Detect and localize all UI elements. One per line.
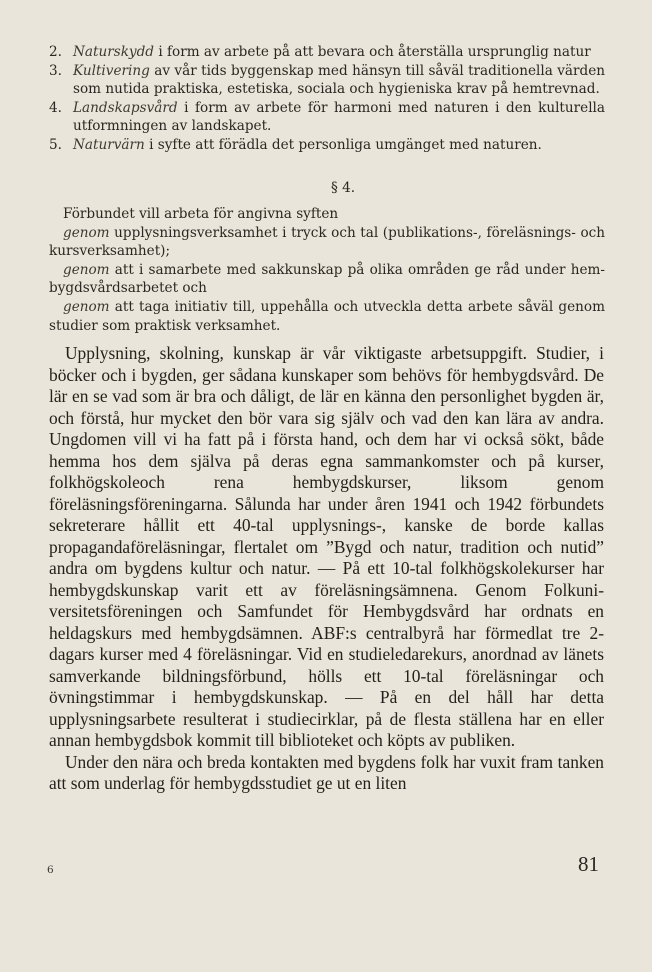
purpose-block [49,205,605,335]
list-item [49,99,605,136]
purpose-item [49,224,605,261]
purpose-term: genom [63,224,110,241]
list-number: 3. [49,62,62,79]
section-heading: § 4. [330,180,356,196]
list-term: Naturskydd [73,44,155,60]
numbered-list [49,43,605,154]
purpose-term: genom [63,261,110,278]
list-item [49,43,605,61]
purpose-item [49,298,605,335]
purpose-item [49,261,605,298]
list-term: Naturvärn [73,136,145,153]
list-number: 4. [49,99,62,116]
list-text: i form av arbete på att bevara och återställa ursprunglig natur [154,44,591,60]
signature-mark: 6 [47,864,54,876]
list-term: Kultivering [73,62,150,79]
purpose-text: att i samarbete med sakkunskap på olika områden ge råd under hembygdsvårdsarbetet och [49,261,605,297]
list-term: Landskapsvård [73,99,178,116]
list-number: 5. [49,136,62,153]
purpose-intro: Förbundet vill arbeta för angivna syften [63,206,339,222]
body-text [49,343,604,795]
page-number: 81 [578,852,599,876]
purpose-term: genom [63,298,110,315]
list-item [49,62,605,99]
list-number: 2. [49,44,62,60]
list-text: i form av arbete för harmoni med naturen i den kulturella utformningen av landskapet. [73,99,605,135]
list-text: av vår tids byggenskap med hänsyn till såväl traditionella värden som nutida praktiska, estetiska, sociala och hygieniska krav på hemtrevnad. [73,62,605,98]
list-item [49,136,605,154]
purpose-text: upplysningsverksamhet i tryck och tal (publikations-, föreläsnings- och kursverksamhet); [49,224,605,260]
body-paragraph: Under den nära och breda kontakten med bygdens folk har vuxit fram tanken att som underlag för hembygdsstudiet ge ut en liten [49,751,604,793]
list-text: i syfte att förädla det personliga umgänget med naturen. [144,136,542,153]
purpose-text: att taga initiativ till, uppehålla och utveckla detta arbete såväl genom studier som praktisk verksamhet. [49,298,605,334]
body-paragraph: Upplysning, skolning, kunskap är vår viktigaste arbetsuppgift. Studier, i böcker och i bygden, ger sådana kunskaper som behövs för hembygdsvård. De lär en se vad som är bra och dåligt, de lär en känna den personlighet bygden är, och förstå, hur mycket den bör vara sig själv och vad den kan lära av andra. Ungdomen vill vi ha fatt på i första hand, och dem har vi också sökt, både hemma hos dem själva på deras egna sammankomster och på kurser, folkhögskoleoch rena hembygdskurser, liksom genom föreläsningsföreningarna. Sålunda har under åren 1941 och 1942 förbundets sekreterare hållit ett 40-tal upplysnings-, kanske de borde kallas propagandaföreläsningar, flertalet om ”Bygd och natur, tradition och nutid” andra om bygdens kultur och natur. — På ett 10-tal folkhögskolekurser har hembygdskunskap varit ett av föreläsningsämnena. Genom Folkuniversitetsföreningen och Samfundet för Hembygdsvård har ordnats en heldagskurs med hembygdsämnen. ABF:s centralbyrå har förmedlat tre 2-dagars kurser med 4 föreläsningar. Vid en studieledarekurs, anordnad av länets samverkande bildningsförbund, hölls ett 10-tal föreläsningar och övningstimmar i hembygdskunskap. — På en del håll har detta upplysningsarbete resulterat i studiecirklar, på de flesta ställena har en eller annan hembygdsbok kommit till biblioteket och köpts av publiken. [49,343,604,750]
